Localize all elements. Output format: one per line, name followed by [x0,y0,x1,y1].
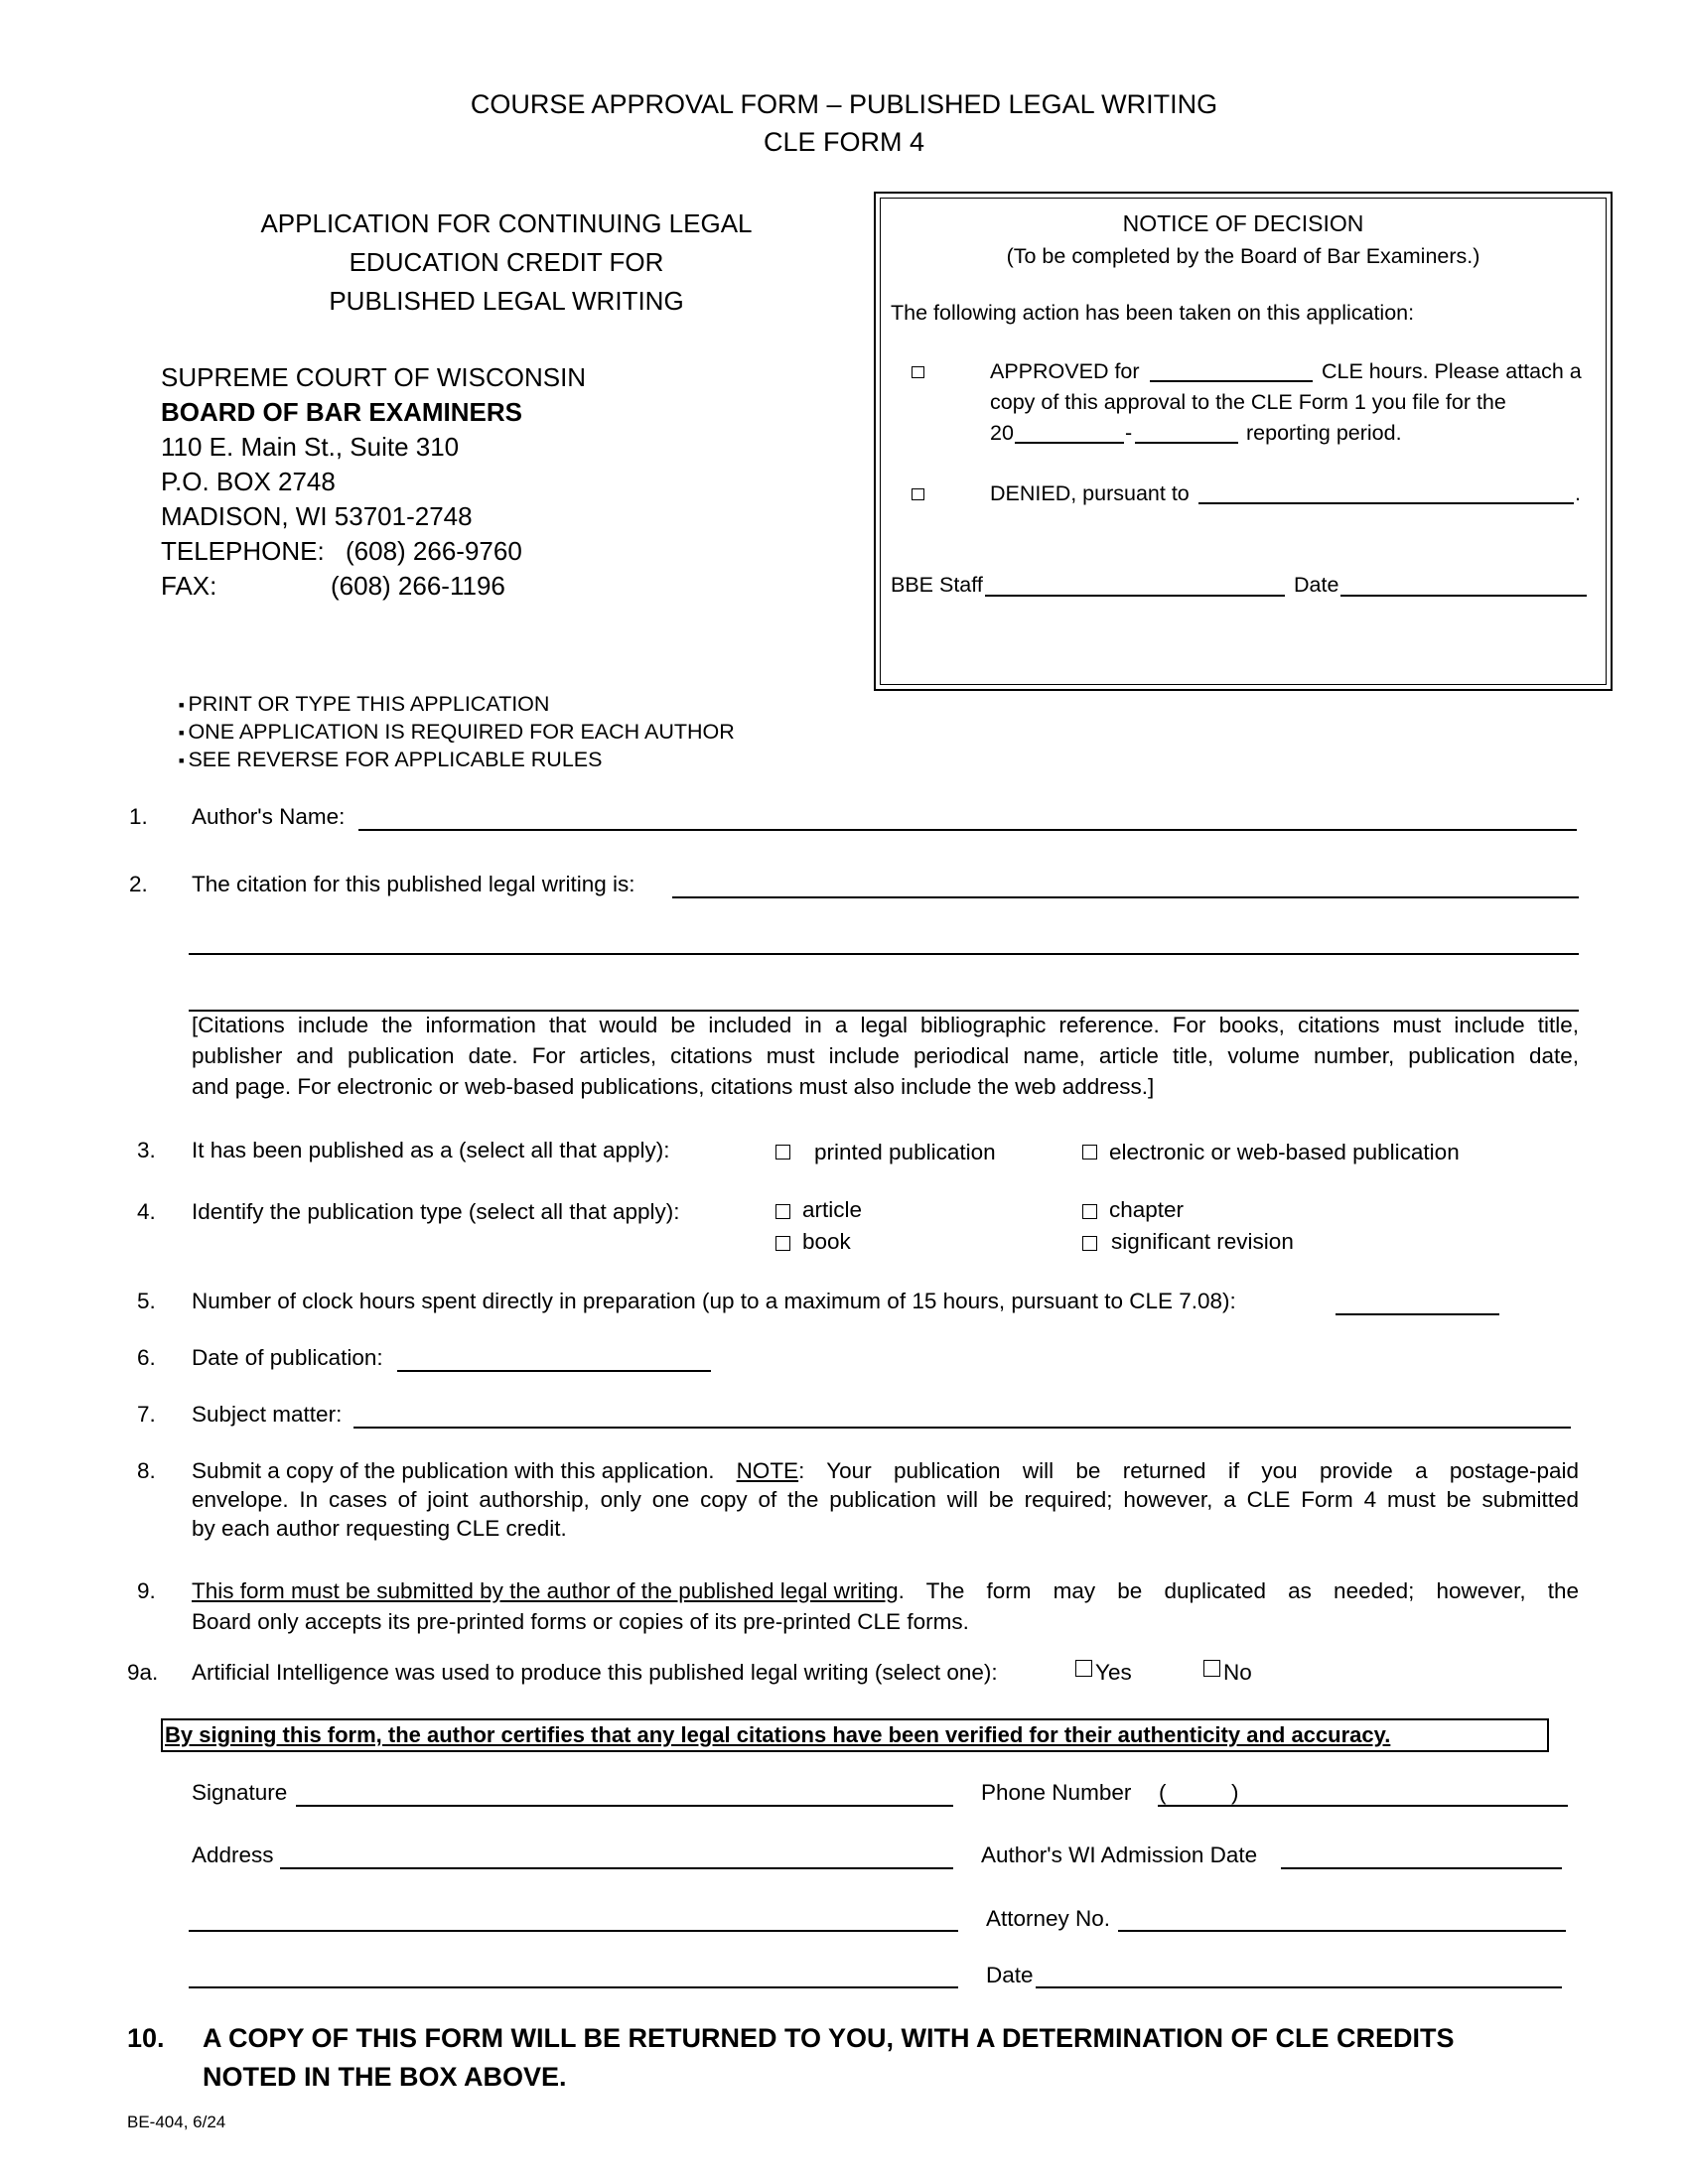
approved-checkbox[interactable] [912,366,924,378]
notice-intro: The following action has been taken on this application: [891,301,1415,325]
court-name: SUPREME COURT OF WISCONSIN [161,362,587,392]
item-number: 7. [137,1402,156,1427]
application-title-line1: APPLICATION FOR CONTINUING LEGAL [260,208,753,238]
certification-statement: By signing this form, the author certifies that any legal citations have been verified for their authenticity and accuracy. [161,1718,1549,1752]
po-box: P.O. BOX 2748 [161,467,336,496]
publication-date-label: Date of publication: [192,1345,383,1370]
reporting-period-label: reporting period. [1246,421,1402,445]
item-number: 9. [137,1578,156,1603]
notice-subtitle: (To be completed by the Board of Bar Examiners.) [1006,244,1480,268]
notice-date-field[interactable] [1340,595,1587,597]
approved-label: APPROVED for [990,359,1140,383]
fax-number: (608) 266-1196 [331,571,505,601]
phone-label: Phone Number [981,1780,1132,1805]
book-checkbox[interactable] [775,1236,790,1251]
publication-type-label: Identify the publication type (select all that apply): [192,1199,680,1224]
submission-rule-text: Board only accepts its pre-printed forms or copies of its pre-printed CLE forms. [192,1609,969,1634]
attorney-number-label: Attorney No. [986,1906,1111,1931]
submit-copy-text: by each author requesting CLE credit. [192,1516,567,1541]
telephone-label: TELEPHONE: [161,536,325,566]
denied-period: . [1575,481,1581,505]
citation-note: [Citations include the information that would be included in a legal bibliographic reference. For books, citations must include title, [192,1013,1579,1037]
authors-name-field[interactable] [358,829,1577,831]
city-state-zip: MADISON, WI 53701-2748 [161,501,473,531]
citation-field-line1[interactable] [672,896,1579,898]
instruction-item: ■ ONE APPLICATION IS REQUIRED FOR EACH AUTHOR [179,720,735,744]
published-as-label: It has been published as a (select all that apply): [192,1138,670,1162]
signature-date-field[interactable] [1036,1986,1562,1988]
electronic-publication-label: electronic or web-based publication [1109,1140,1460,1164]
form-title: COURSE APPROVAL FORM – PUBLISHED LEGAL WRITING [470,89,1218,119]
period-dash: - [1125,421,1133,445]
chapter-checkbox[interactable] [1082,1204,1097,1219]
approved-line2: copy of this approval to the CLE Form 1 you file for the [990,390,1506,414]
attorney-number-field[interactable] [1118,1930,1566,1932]
item-number: 5. [137,1289,156,1313]
telephone-number: (608) 266-9760 [346,536,522,566]
return-copy-notice: NOTED IN THE BOX ABOVE. [203,2062,567,2092]
item-number: 3. [137,1138,156,1162]
application-title-line3: PUBLISHED LEGAL WRITING [329,286,684,316]
phone-paren-close: ) [1231,1780,1239,1805]
return-copy-notice: A COPY OF THIS FORM WILL BE RETURNED TO YOU, WITH A DETERMINATION OF CLE CREDITS [203,2023,1455,2053]
electronic-publication-checkbox[interactable] [1082,1145,1097,1160]
signature-label: Signature [192,1780,288,1805]
period-start-field[interactable] [1015,442,1124,444]
instruction-item: ■ PRINT OR TYPE THIS APPLICATION [179,692,550,716]
item-number: 10. [127,2023,165,2053]
significant-revision-label: significant revision [1111,1229,1294,1254]
address-field-line2[interactable] [189,1930,958,1932]
admission-date-field[interactable] [1281,1867,1562,1869]
clock-hours-label: Number of clock hours spent directly in preparation (up to a maximum of 15 hours, pursuant to CLE 7.08): [192,1289,1236,1313]
ai-usage-label: Artificial Intelligence was used to produce this published legal writing (select one): [192,1660,998,1685]
citation-note: publisher and publication date. For articles, citations must include periodical name, article title, volume number, publication date, [192,1043,1579,1068]
fax-label: FAX: [161,571,217,601]
phone-number-field[interactable] [1158,1805,1568,1807]
board-name: BOARD OF BAR EXAMINERS [161,397,523,427]
ai-yes-label: Yes [1095,1660,1132,1685]
clock-hours-field[interactable] [1336,1313,1499,1315]
denied-label: DENIED, pursuant to [990,481,1190,505]
chapter-label: chapter [1109,1197,1185,1222]
item-number: 1. [129,804,148,829]
item-number: 9a. [127,1660,159,1685]
application-title-line2: EDUCATION CREDIT FOR [349,247,664,277]
address-field-line1[interactable] [280,1867,953,1869]
item-number: 8. [137,1458,156,1483]
denied-checkbox[interactable] [912,488,924,500]
ai-no-checkbox[interactable] [1203,1660,1220,1677]
printed-publication-label: printed publication [814,1140,996,1164]
item-number: 2. [129,872,148,896]
citation-field-line2[interactable] [189,953,1579,955]
subject-matter-field[interactable] [353,1427,1571,1429]
notice-date-label: Date [1294,573,1339,597]
submit-copy-text: envelope. In cases of joint authorship, only one copy of the publication will be required; however, a CLE Form 4 must be submitted [192,1487,1579,1512]
printed-publication-checkbox[interactable] [775,1145,790,1160]
form-subtitle: CLE FORM 4 [763,127,925,157]
submission-rule-text: This form must be submitted by the author of the published legal writing . The form may be duplicated as needed; however, the [192,1578,1579,1603]
article-label: article [802,1197,863,1222]
citation-field-line3[interactable] [189,1010,1579,1012]
address-field-line3[interactable] [189,1986,958,1988]
bbe-staff-field[interactable] [985,595,1285,597]
submit-copy-text: Submit a copy of the publication with this application. NOTE : Your publication will be returned if you provide a postage-paid [192,1458,1579,1483]
citation-label: The citation for this published legal writing is: [192,872,635,896]
denied-reason-field[interactable] [1198,502,1574,504]
form-id: BE-404, 6/24 [127,2113,226,2131]
approved-year-prefix: 20 [990,421,1014,445]
citation-note: and page. For electronic or web-based publications, citations must also include the web address.] [192,1074,1155,1099]
authors-name-label: Author's Name: [192,804,346,829]
phone-paren-open: ( [1159,1780,1167,1805]
instruction-item: ■ SEE REVERSE FOR APPLICABLE RULES [179,748,603,771]
admission-date-label: Author's WI Admission Date [981,1843,1258,1867]
signature-field[interactable] [296,1805,953,1807]
address-label: Address [192,1843,274,1867]
item-number: 4. [137,1199,156,1224]
approved-suffix: CLE hours. Please attach a [1322,359,1582,383]
approved-hours-field[interactable] [1150,380,1313,382]
publication-date-field[interactable] [397,1370,711,1372]
significant-revision-checkbox[interactable] [1082,1236,1097,1251]
subject-matter-label: Subject matter: [192,1402,343,1427]
ai-no-label: No [1223,1660,1252,1685]
period-end-field[interactable] [1135,442,1238,444]
notice-title: NOTICE OF DECISION [1122,210,1364,236]
ai-yes-checkbox[interactable] [1075,1660,1092,1677]
book-label: book [802,1229,851,1254]
item-number: 6. [137,1345,156,1370]
article-checkbox[interactable] [775,1204,790,1219]
street-address: 110 E. Main St., Suite 310 [161,432,460,462]
signature-date-label: Date [986,1963,1034,1987]
bbe-staff-label: BBE Staff [891,573,983,597]
